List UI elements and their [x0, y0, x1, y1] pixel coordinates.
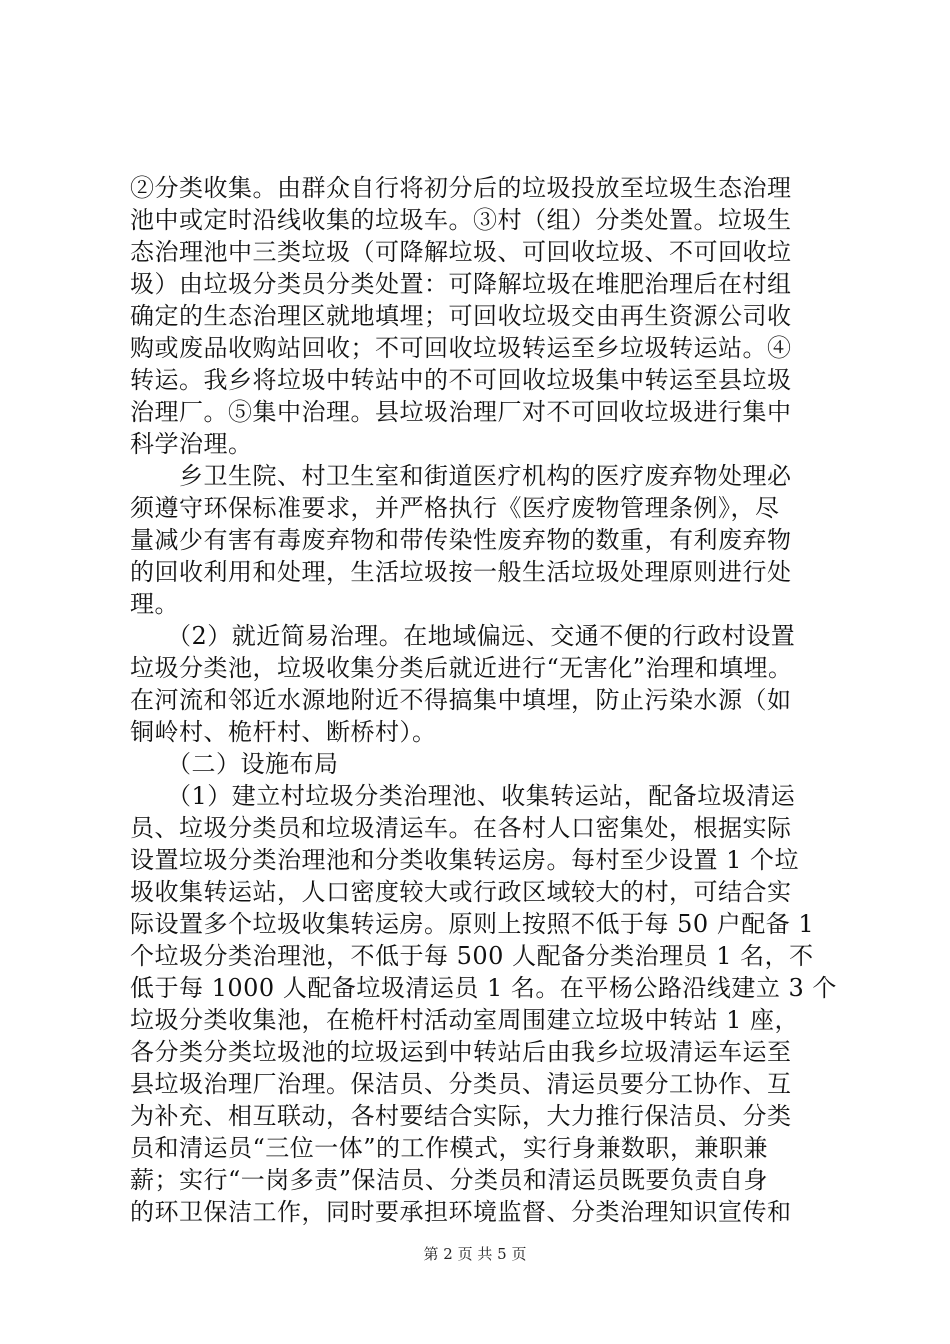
text-line: 须遵守环保标准要求，并严格执行《医疗废物管理条例》，尽 [130, 494, 780, 522]
text-line: 科学治理。 [130, 430, 253, 458]
text-line: 圾）由垃圾分类员分类处置：可降解垃圾在堆肥治理后在村组 [130, 270, 792, 298]
text-line: 池中或定时沿线收集的垃圾车。③村（组）分类处置。垃圾生 [130, 206, 792, 234]
text-line: 垃圾分类收集池，在桅杆村活动室周围建立垃圾中转站 1 座， [130, 1006, 800, 1034]
text-line: 各分类分类垃圾池的垃圾运到中转站后由我乡垃圾清运车运至 [130, 1038, 792, 1066]
document-body [130, 172, 837, 1228]
text-line: 转运。我乡将垃圾中转站中的不可回收垃圾集中转运至县垃圾 [130, 366, 792, 394]
text-line: 员、垃圾分类员和垃圾清运车。在各村人口密集处，根据实际 [130, 814, 792, 842]
text-line: 乡卫生院、村卫生室和街道医疗机构的医疗废弃物处理必 [130, 462, 792, 490]
text-line: 在河流和邻近水源地附近不得搞集中填埋，防止污染水源（如 [130, 686, 792, 714]
text-line: 的回收利用和处理，生活垃圾按一般生活垃圾处理原则进行处 [130, 558, 792, 586]
section-heading: （二）设施布局 [130, 750, 339, 778]
text-line: 员和清运员“三位一体”的工作模式，实行身兼数职，兼职兼 [130, 1134, 769, 1162]
text-line: （1）建立村垃圾分类治理池、收集转运站，配备垃圾清运 [130, 782, 796, 810]
page-indicator: 第 2 页 共 5 页 [423, 1245, 527, 1263]
text-line: 理。 [130, 590, 179, 618]
text-line: 薪；实行“一岗多责”保洁员、分类员和清运员既要负责自身 [130, 1166, 769, 1194]
text-line: 治理厂。⑤集中治理。县垃圾治理厂对不可回收垃圾进行集中 [130, 398, 792, 426]
text-line: 购或废品收购站回收；不可回收垃圾转运至乡垃圾转运站。④ [130, 334, 792, 362]
text-line: 际设置多个垃圾收集转运房。原则上按照不低于每 50 户配备 1 [130, 910, 815, 938]
text-line: 的环卫保洁工作，同时要承担环境监督、分类治理知识宣传和 [130, 1198, 792, 1226]
text-line: 铜岭村、桅杆村、断桥村）。 [130, 718, 437, 746]
text-line: 低于每 1000 人配备垃圾清运员 1 名。在平杨公路沿线建立 3 个 [130, 974, 837, 1002]
text-line: 量减少有害有毒废弃物和带传染性废弃物的数重，有利废弃物 [130, 526, 792, 554]
text-line: 确定的生态治理区就地填埋；可回收垃圾交由再生资源公司收 [130, 302, 792, 330]
text-line: （2）就近简易治理。在地域偏远、交通不便的行政村设置 [130, 622, 796, 650]
text-line: 态治理池中三类垃圾（可降解垃圾、可回收垃圾、不可回收垃 [130, 238, 792, 266]
text-line: 为补充、相互联动，各村要结合实际，大力推行保洁员、分类 [130, 1102, 792, 1130]
text-line: ②分类收集。由群众自行将初分后的垃圾投放至垃圾生态治理 [130, 174, 792, 202]
text-line: 个垃圾分类治理池，不低于每 500 人配备分类治理员 1 名，不 [130, 942, 814, 970]
text-line: 垃圾分类池，垃圾收集分类后就近进行“无害化”治理和填埋。 [130, 654, 793, 682]
text-line: 县垃圾治理厂治理。保洁员、分类员、清运员要分工协作、互 [130, 1070, 792, 1098]
text-line: 设置垃圾分类治理池和分类收集转运房。每村至少设置 1 个垃 [130, 846, 800, 874]
page-footer [0, 1244, 950, 1264]
text-line: 圾收集转运站，人口密度较大或行政区域较大的村，可结合实 [130, 878, 792, 906]
